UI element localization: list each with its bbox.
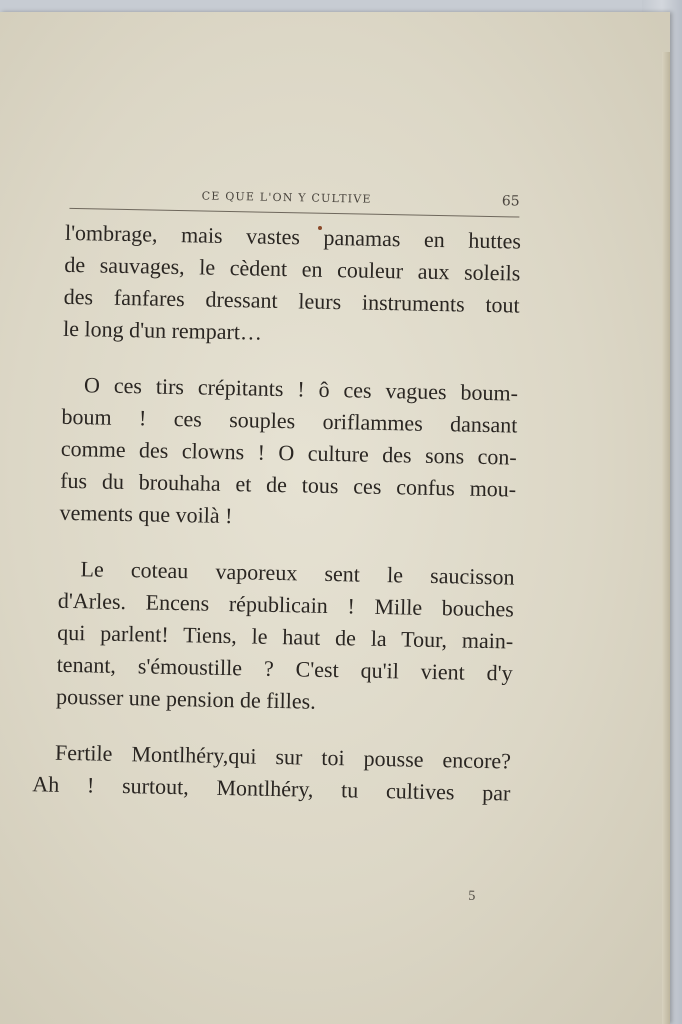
text-line: des fanfares dressant leurs instruments tout (63, 283, 520, 318)
paragraph-1 (63, 217, 521, 354)
text-line: d'Arles. Encens républicain ! Mille bouches (57, 587, 515, 622)
body-text (32, 217, 522, 810)
text-line: le long d'un rempart… (62, 315, 263, 345)
paragraph-2 (59, 369, 518, 538)
text-line: l'ombrage, mais vastes panamas en huttes (64, 219, 522, 254)
text-line: O ces tirs crépitants ! ô ces vagues boum- (83, 372, 519, 406)
text-line: comme des clowns ! O culture des sons con- (60, 435, 518, 470)
text-line: de sauvages, le cèdent en couleur aux soleils (64, 251, 521, 286)
text-line: Le coteau vaporeux sent le saucisson (80, 556, 515, 590)
text-line: tenant, s'émoustille ? C'est qu'il vient d'y (56, 651, 513, 686)
text-line: pousser une pension de filles. (55, 683, 316, 714)
running-title: CE QUE L'ON Y CULTIVE (201, 189, 372, 206)
text-line: vements que voilà ! (59, 499, 233, 529)
page-number: 65 (501, 193, 520, 210)
text-line: Fertile Montlhéry,qui sur toi pousse encore? (54, 739, 512, 774)
text-line: boum ! ces souples oriflammes dansant (61, 403, 518, 438)
text-line: Ah ! surtout, Montlhéry, tu cultives par (32, 771, 511, 806)
text-line: fus du brouhaha et de tous ces confus mou- (60, 467, 517, 502)
text-line: qui parlent! Tiens, le haut de la Tour, main- (57, 619, 514, 654)
page-edge (662, 52, 670, 1024)
paragraph-3 (56, 553, 515, 722)
page-content (10, 180, 522, 904)
paragraph-4 (32, 736, 511, 809)
signature-mark: 5 (468, 888, 476, 904)
